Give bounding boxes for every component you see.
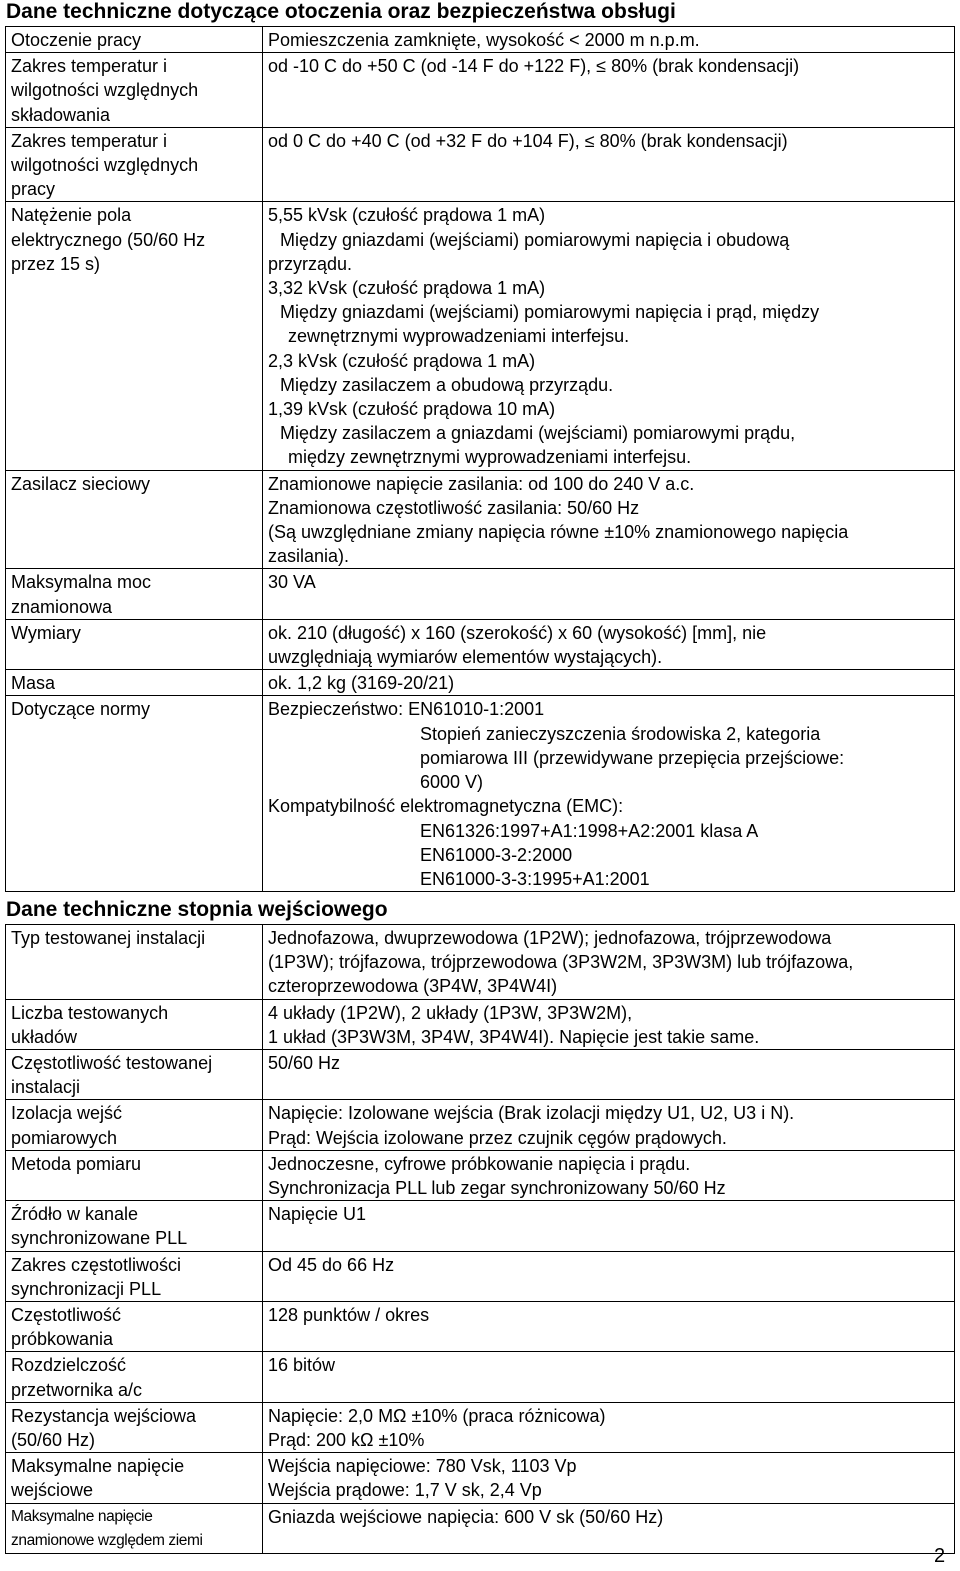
table-row bbox=[6, 27, 955, 53]
table-row bbox=[6, 925, 955, 1000]
row-value: 128 punktów / okres bbox=[263, 1302, 955, 1352]
table-row bbox=[6, 1402, 955, 1452]
table-row bbox=[6, 696, 955, 892]
row-label: Rezystancja wejściowa (50/60 Hz) bbox=[6, 1402, 263, 1452]
table-row bbox=[6, 1100, 955, 1150]
row-value: Od 45 do 66 Hz bbox=[263, 1251, 955, 1301]
row-label: Maksymalne napięcie wejściowe bbox=[6, 1453, 263, 1503]
row-label: Maksymalna moc znamionowa bbox=[6, 569, 263, 619]
table-row bbox=[6, 53, 955, 128]
row-value: 50/60 Hz bbox=[263, 1050, 955, 1100]
section-title-input-stage: Dane techniczne stopnia wejściowego bbox=[6, 898, 388, 921]
row-label: Otoczenie pracy bbox=[6, 27, 263, 53]
table-row bbox=[6, 619, 955, 669]
input-stage-table bbox=[5, 924, 955, 1554]
row-label: Zasilacz sieciowy bbox=[6, 470, 263, 569]
row-value: Napięcie: 2,0 MΩ ±10% (praca różnicowa) Prąd: 200 kΩ ±10% bbox=[263, 1402, 955, 1452]
row-value: Gniazda wejściowe napięcia: 600 V sk (50/60 Hz) bbox=[263, 1503, 955, 1553]
table-row bbox=[6, 1352, 955, 1402]
row-value: Napięcie: Izolowane wejścia (Brak izolacji między U1, U2, U3 i N). Prąd: Wejścia izolowane przez czujnik cęgów prądowych. bbox=[263, 1100, 955, 1150]
table-row bbox=[6, 1503, 955, 1553]
table-row bbox=[6, 202, 955, 470]
row-label: Liczba testowanych układów bbox=[6, 999, 263, 1049]
row-label: Źródło w kanale synchronizowane PLL bbox=[6, 1201, 263, 1251]
table-row bbox=[6, 569, 955, 619]
row-value: Jednofazowa, dwuprzewodowa (1P2W); jednofazowa, trójprzewodowa (1P3W); trójfazowa, trójprzewodowa (3P3W2M, 3P3W3M) lub trójfazowa, czteroprzewodowa (3P4W, 3P4W4I) bbox=[263, 925, 955, 1000]
row-value: Wejścia napięciowe: 780 Vsk, 1103 Vp Wejścia prądowe: 1,7 V sk, 2,4 Vp bbox=[263, 1453, 955, 1503]
row-value: Napięcie U1 bbox=[263, 1201, 955, 1251]
row-label: Izolacja wejść pomiarowych bbox=[6, 1100, 263, 1150]
table-row bbox=[6, 1302, 955, 1352]
table-row bbox=[6, 670, 955, 696]
table-row bbox=[6, 470, 955, 569]
row-label: Wymiary bbox=[6, 619, 263, 669]
row-label: Zakres częstotliwości synchronizacji PLL bbox=[6, 1251, 263, 1301]
row-label: Typ testowanej instalacji bbox=[6, 925, 263, 1000]
table-row bbox=[6, 999, 955, 1049]
row-label: Metoda pomiaru bbox=[6, 1150, 263, 1200]
row-value: od 0 C do +40 C (od +32 F do +104 F), ≤ 80% (brak kondensacji) bbox=[263, 127, 955, 202]
row-value: 30 VA bbox=[263, 569, 955, 619]
row-value: Bezpieczeństwo: EN61010-1:2001 Stopień zanieczyszczenia środowiska 2, kategoria pomiarowa III (przewidywane przepięcia przejściowe: 6000 V) Kompatybilność elektromagnetyczna (EMC): EN61326:1997+A1:1998+A2:2001 klasa A EN61000-3-2:2000 EN61000-3-3:1995+A1:2001 bbox=[263, 696, 955, 892]
row-value: 4 układy (1P2W), 2 układy (1P3W, 3P3W2M), 1 układ (3P3W3M, 3P4W, 3P4W4I). Napięcie jest takie same. bbox=[263, 999, 955, 1049]
table-row bbox=[6, 1201, 955, 1251]
row-label: Częstotliwość próbkowania bbox=[6, 1302, 263, 1352]
row-label: Masa bbox=[6, 670, 263, 696]
section-title-environment-safety: Dane techniczne dotyczące otoczenia oraz bezpieczeństwa obsługi bbox=[6, 0, 676, 23]
page-number: 2 bbox=[934, 1545, 946, 1567]
table-row bbox=[6, 1251, 955, 1301]
row-label: Zakres temperatur i wilgotności względnych składowania bbox=[6, 53, 263, 128]
row-label: Rozdzielczość przetwornika a/c bbox=[6, 1352, 263, 1402]
table-row bbox=[6, 1150, 955, 1200]
row-value: 16 bitów bbox=[263, 1352, 955, 1402]
row-value: Znamionowe napięcie zasilania: od 100 do 240 V a.c. Znamionowa częstotliwość zasilania: 50/60 Hz (Są uwzględniane zmiany napięcia równe ±10% znamionowego napięcia zasilania). bbox=[263, 470, 955, 569]
row-value: ok. 1,2 kg (3169-20/21) bbox=[263, 670, 955, 696]
row-label: Maksymalne napięcie znamionowe względem ziemi bbox=[6, 1503, 263, 1553]
row-value: ok. 210 (długość) x 160 (szerokość) x 60 (wysokość) [mm], nie uwzględniają wymiarów elementów wystających). bbox=[263, 619, 955, 669]
table-row bbox=[6, 1453, 955, 1503]
row-value: 5,55 kVsk (czułość prądowa 1 mA) Między gniazdami (wejściami) pomiarowymi napięcia i obudową przyrządu. 3,32 kVsk (czułość prądowa 1 mA) Między gniazdami (wejściami) pomiarowymi napięcia i prąd, między zewnętrznymi wyprowadzeniami interfejsu. 2,3 kVsk (czułość prądowa 1 mA) Między zasilaczem a obudową przyrządu. 1,39 kVsk (czułość prądowa 10 mA) Między zasilaczem a gniazdami (wejściami) pomiarowymi prądu, między zewnętrznymi wyprowadzeniami interfejsu. bbox=[263, 202, 955, 470]
environment-safety-table bbox=[5, 26, 955, 892]
row-label: Zakres temperatur i wilgotności względnych pracy bbox=[6, 127, 263, 202]
table-row bbox=[6, 1050, 955, 1100]
row-label: Natężenie pola elektrycznego (50/60 Hz przez 15 s) bbox=[6, 202, 263, 470]
row-label: Dotyczące normy bbox=[6, 696, 263, 892]
row-value: od -10 C do +50 C (od -14 F do +122 F), ≤ 80% (brak kondensacji) bbox=[263, 53, 955, 128]
row-value: Pomieszczenia zamknięte, wysokość < 2000 m n.p.m. bbox=[263, 27, 955, 53]
row-value: Jednoczesne, cyfrowe próbkowanie napięcia i prądu. Synchronizacja PLL lub zegar synchronizowany 50/60 Hz bbox=[263, 1150, 955, 1200]
row-label: Częstotliwość testowanej instalacji bbox=[6, 1050, 263, 1100]
table-row bbox=[6, 127, 955, 202]
